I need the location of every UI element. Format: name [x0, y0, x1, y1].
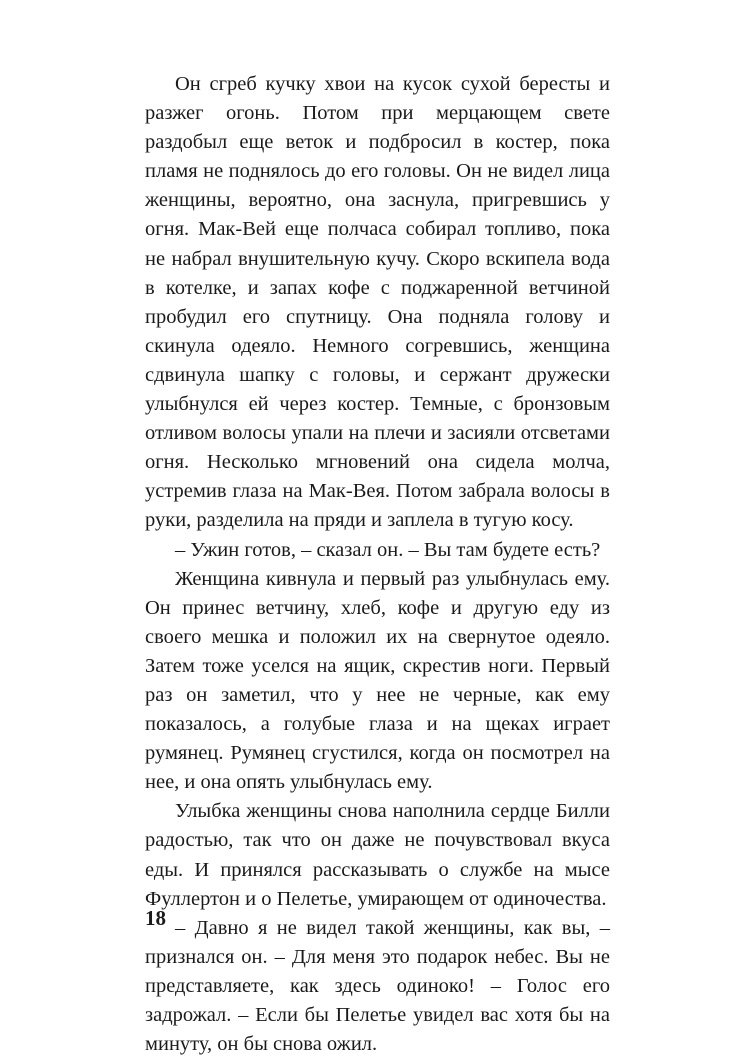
paragraph: Женщина кивнула и первый раз улыбнулась ему. Он принес ветчину, хлеб, кофе и другую еду из своего мешка и положил их на свернутое одеяло. Затем тоже уселся на ящик, скрестив ноги. Первый раз он заметил, что у нее не черные, как ему показалось, а голубые глаза и на щеках играет румянец. Румянец сгустился, когда он посмотрел на нее, и она опять улыбнулась ему.	[145, 567, 610, 794]
page-text	[145, 70, 610, 1059]
page-number: 18	[145, 906, 166, 930]
dialogue-paragraph: – Ужин готов, – сказал он. – Вы там будете есть?	[175, 538, 601, 561]
paragraph: Он сгреб кучку хвои на кусок сухой бересты и разжег огонь. Потом при мерцающем свете раздобыл еще веток и подбросил в костер, пока пламя не поднялось до его головы. Он не видел лица женщины, вероятно, она заснула, пригревшись у огня. Мак-Вей еще полчаса собирал топливо, пока не набрал внушительную кучу. Скоро вскипела вода в котелке, и запах кофе с поджаренной ветчиной пробудил его спутницу. Она подняла голову и скинула одеяло. Немного согревшись, женщина сдвинула шапку с головы, и сержант дружески улыбнулся ей через костер. Темные, с бронзовым отливом волосы упали на плечи и засияли отсветами огня. Несколько мгновений она сидела молча, устремив глаза на Мак-Вея. Потом забрала волосы в руки, разделила на пряди и заплела в тугую косу.	[145, 73, 610, 532]
paragraph: Улыбка женщины снова наполнила сердце Билли радостью, так что он даже не почувствовал вкуса еды. И принялся рассказывать о службе на мысе Фуллертон и о Пелетье, умирающем от одиночества.	[145, 800, 610, 910]
dialogue-paragraph: – Давно я не видел такой женщины, как вы, – признался он. – Для меня это подарок небес. Вы не представляете, как здесь одиноко! – Голос его задрожал. – Если бы Пелетье увидел вас хотя бы на минуту, он бы снова ожил.	[145, 916, 610, 1056]
